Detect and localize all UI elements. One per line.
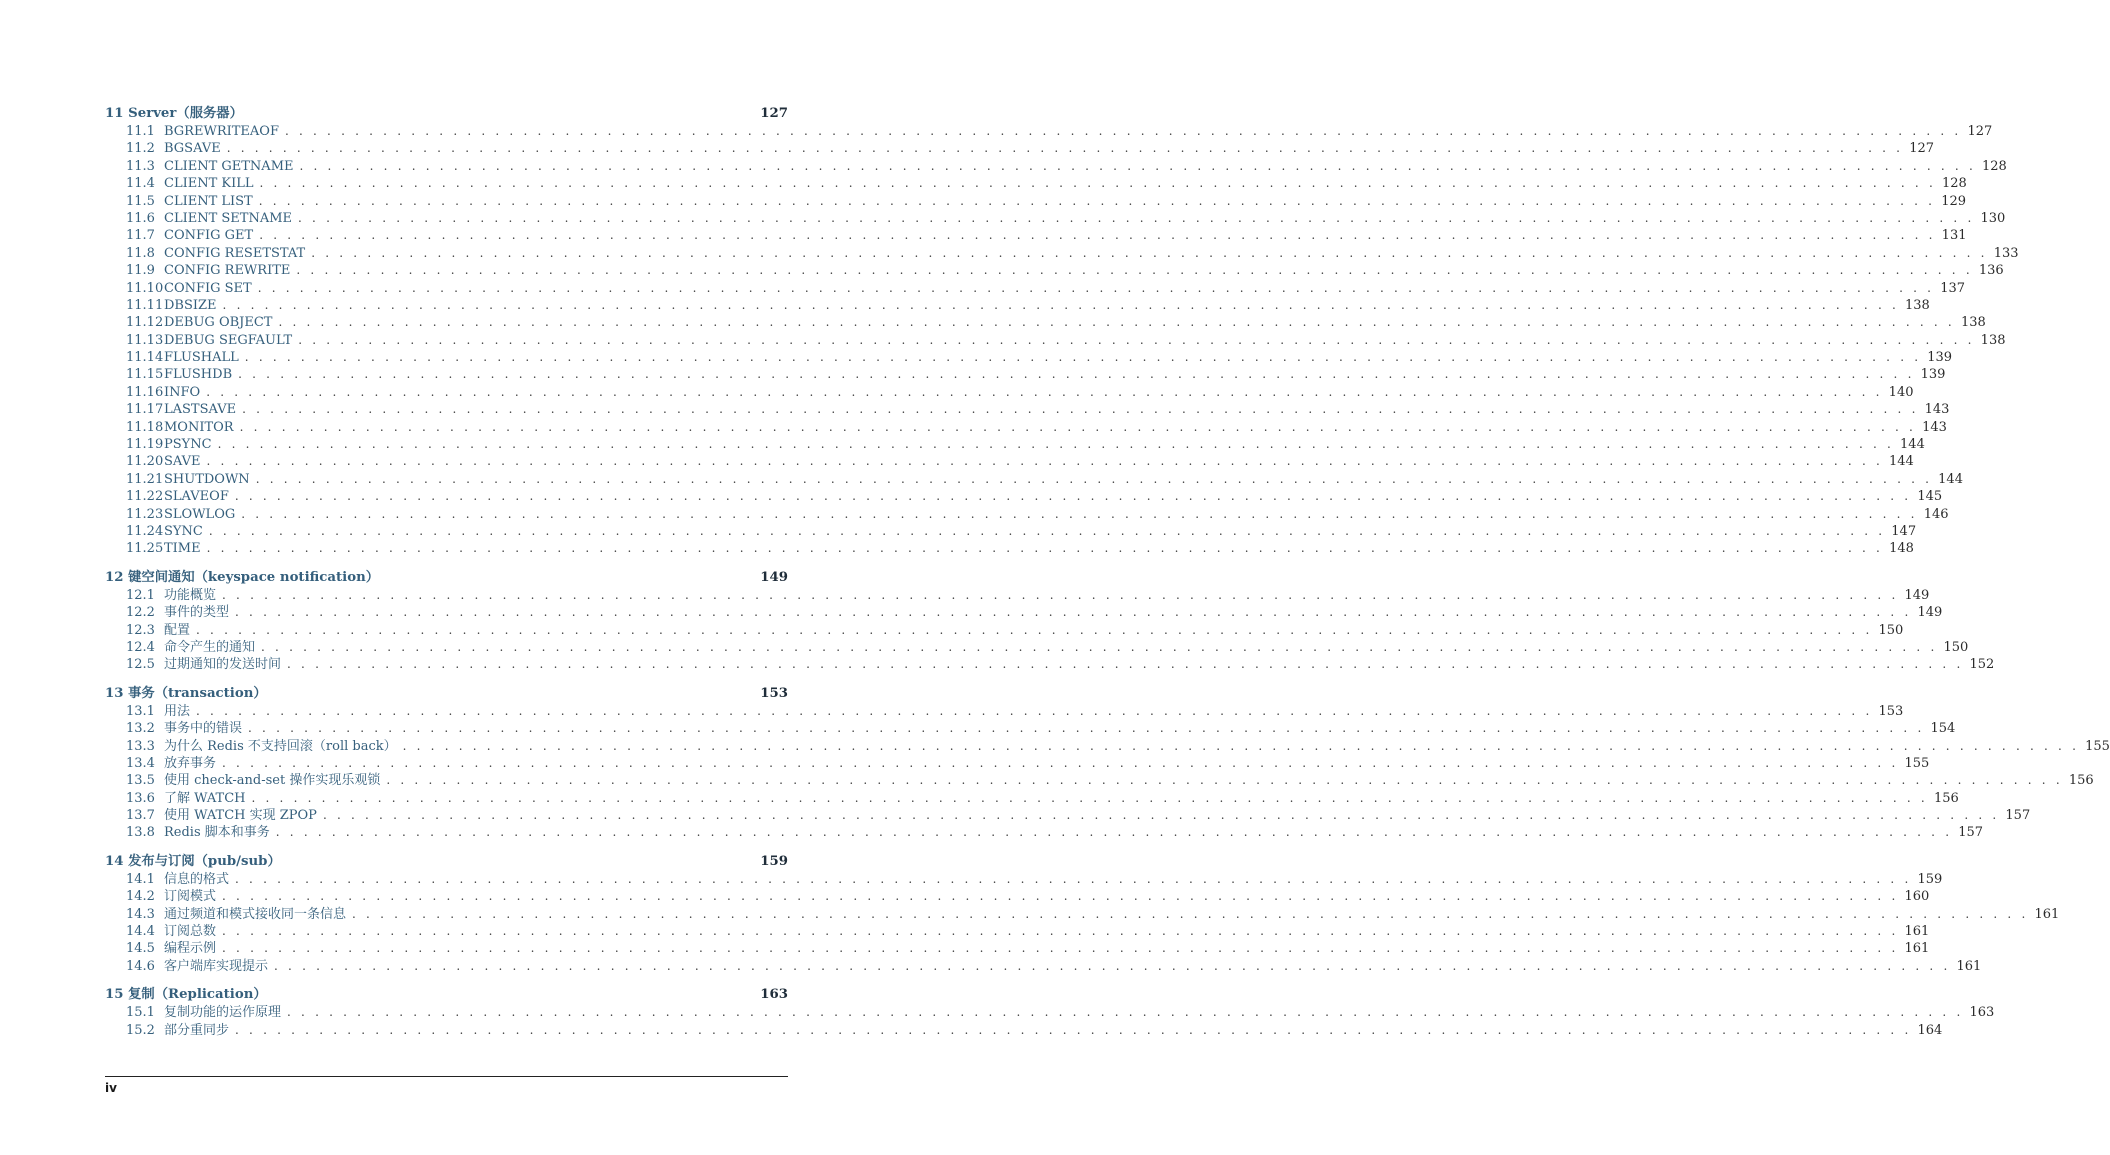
section-number: 13.5 [126,773,155,789]
section-title: CLIENT GETNAME [164,158,294,174]
dot-leader: . . . . . . . . . . . . . . . . . . . . . . . . . . . . . . . . . . . . . . . . . . . . . . . . . . . . . . . . . . . . . . . . . . . . . . . . . . . . . . . . . . . . . . . . . . . . . . . . . . . . . . . . . . . . . . . . . . . . . . . . [311,245,1988,260]
section-entry[interactable] [105,227,1967,244]
section-title: FLUSHDB [164,367,233,383]
section-number: 14.4 [126,924,155,940]
section-entry[interactable] [105,772,2094,789]
section-number: 11.6 [126,210,155,226]
section-page-number: 131 [1941,228,1967,244]
section-title: SLAVEOF [164,489,229,505]
section-title: SAVE [164,454,201,470]
section-entry[interactable] [105,262,2004,279]
section-entry[interactable] [105,193,1967,210]
section-page-number: 140 [1888,384,1914,400]
section-page-number: 150 [1878,622,1904,638]
section-title: LASTSAVE [164,402,237,418]
chapter-entry[interactable] [105,986,788,1004]
section-entry[interactable] [105,506,1949,523]
section-entry[interactable] [105,245,2019,262]
chapter-title: 14 发布与订阅（pub/sub） [105,853,281,869]
section-entry[interactable] [105,436,1925,453]
section-page-number: 127 [1967,124,1993,139]
dot-leader: . . . . . . . . . . . . . . . . . . . . . . . . . . . . . . . . . . . . . . . . . . . . . . . . . . . . . . . . . . . . . . . . . . . . . . . . . . . . . . . . . . . . . . . . . . . . . . . . . . . . . . . . . . . . . . . . . . . . . . . . [296,263,1973,278]
section-number: 11.5 [126,193,155,209]
section-number: 11.17 [126,402,164,418]
section-number: 11.18 [126,419,164,435]
section-page-number: 161 [1904,924,1930,940]
section-entry[interactable] [105,871,1943,888]
section-page-number: 150 [1943,639,1969,655]
dot-leader: . . . . . . . . . . . . . . . . . . . . . . . . . . . . . . . . . . . . . . . . . . . . . . . . . . . . . . . . . . . . . . . . . . . . . . . . . . . . . . . . . . . . . . . . . . . . . . . . . . . . . . . . . . . . . . . . . . . . . . . . [287,657,1964,672]
dot-leader: . . . . . . . . . . . . . . . . . . . . . . . . . . . . . . . . . . . . . . . . . . . . . . . . . . . . . . . . . . . . . . . . . . . . . . . . . . . . . . . . . . . . . . . . . . . . . . . . . . . . . . . . . . . . . . . . . . . . . . . . [234,489,1912,504]
chapter-page-number: 153 [760,685,788,701]
section-title: CLIENT SETNAME [164,210,293,226]
dot-leader: . . . . . . . . . . . . . . . . . . . . . . . . . . . . . . . . . . . . . . . . . . . . . . . . . . . . . . . . . . . . . . . . . . . . . . . . . . . . . . . . . . . . . . . . . . . . . . . . . . . . . . . . . . . . . . . . . . . . . . . . [322,808,2000,823]
section-title: 配置 [164,622,191,638]
toc-chapter [105,986,1995,1039]
section-number: 12.3 [126,622,155,638]
section-entry[interactable] [105,158,2007,175]
section-title: 订阅模式 [164,889,217,905]
footer-rule [105,1076,788,1077]
section-number: 11.14 [126,350,164,366]
toc-chapter [105,105,2019,558]
section-title: TIME [164,541,201,557]
section-page-number: 128 [1981,158,2007,174]
section-number: 13.6 [126,790,155,806]
section-entry[interactable] [105,940,1930,957]
chapter-title: 11 Server（服务器） [105,106,243,121]
section-title: DEBUG OBJECT [164,315,273,331]
dot-leader: . . . . . . . . . . . . . . . . . . . . . . . . . . . . . . . . . . . . . . . . . . . . . . . . . . . . . . . . . . . . . . . . . . . . . . . . . . . . . . . . . . . . . . . . . . . . . . . . . . . . . . . . . . . . . . . . . . . . . . . . [258,193,1936,208]
section-page-number: 146 [1923,506,1949,522]
section-title: 使用 WATCH 实现 ZPOP [164,808,317,824]
table-of-contents [105,105,2110,1050]
section-entry[interactable] [105,738,2110,755]
dot-leader: . . . . . . . . . . . . . . . . . . . . . . . . . . . . . . . . . . . . . . . . . . . . . . . . . . . . . . . . . . . . . . . . . . . . . . . . . . . . . . . . . . . . . . . . . . . . . . . . . . . . . . . . . . . . . . . . . . . . . . . . [222,755,1899,770]
section-number: 11.13 [126,332,164,348]
dot-leader: . . . . . . . . . . . . . . . . . . . . . . . . . . . . . . . . . . . . . . . . . . . . . . . . . . . . . . . . . . . . . . . . . . . . . . . . . . . . . . . . . . . . . . . . . . . . . . . . . . . . . . . . . . . . . . . . . . . . . . . . [299,158,1976,173]
section-title: CONFIG SET [164,280,252,296]
dot-leader: . . . . . . . . . . . . . . . . . . . . . . . . . . . . . . . . . . . . . . . . . . . . . . . . . . . . . . . . . . . . . . . . . . . . . . . . . . . . . . . . . . . . . . . . . . . . . . . . . . . . . . . . . . . . . . . . . . . . . . . . [287,1005,1964,1020]
chapter-title: 12 键空间通知（keyspace notification） [105,569,380,585]
section-entry[interactable] [105,523,1917,540]
section-title: 复制功能的运作原理 [164,1005,282,1021]
section-entry[interactable] [105,401,1950,418]
section-page-number: 157 [2005,808,2031,824]
dot-leader: . . . . . . . . . . . . . . . . . . . . . . . . . . . . . . . . . . . . . . . . . . . . . . . . . . . . . . . . . . . . . . . . . . . . . . . . . . . . . . . . . . . . . . . . . . . . . . . . . . . . . . . . . . . . . . . . . . . . . . . . [235,871,1912,886]
section-title: 为什么 Redis 不支持回滚（roll back） [164,738,397,754]
section-page-number: 143 [1922,419,1947,435]
section-entry[interactable] [105,587,1930,604]
chapter-title: 13 事务（transaction） [105,685,267,701]
toc-chapter [105,685,2110,842]
section-title: 用法 [164,703,191,719]
section-page-number: 128 [1941,176,1967,192]
section-entry[interactable] [105,419,1947,436]
section-page-number: 137 [1940,280,1966,296]
dot-leader: . . . . . . . . . . . . . . . . . . . . . . . . . . . . . . . . . . . . . . . . . . . . . . . . . . . . . . . . . . . . . . . . . . . . . . . . . . . . . . . . . . . . . . . . . . . . . . . . . . . . . . . . . . . . . . . . . . . . . . . . [222,941,1899,956]
section-title: SLOWLOG [164,506,236,522]
section-page-number: 133 [1993,245,2019,261]
section-number: 13.7 [126,808,155,824]
dot-leader: . . . . . . . . . . . . . . . . . . . . . . . . . . . . . . . . . . . . . . . . . . . . . . . . . . . . . . . . . . . . . . . . . . . . . . . . . . . . . . . . . . . . . . . . . . . . . . . . . . . . . . . . . . . . . . . . . . . . . . . . [222,297,1900,312]
section-number: 11.21 [126,471,164,487]
dot-leader: . . . . . . . . . . . . . . . . . . . . . . . . . . . . . . . . . . . . . . . . . . . . . . . . . . . . . . . . . . . . . . . . . . . . . . . . . . . . . . . . . . . . . . . . . . . . . . . . . . . . . . . . . . . . . . . . . . . . . . . . [255,471,1933,486]
dot-leader: . . . . . . . . . . . . . . . . . . . . . . . . . . . . . . . . . . . . . . . . . . . . . . . . . . . . . . . . . . . . . . . . . . . . . . . . . . . . . . . . . . . . . . . . . . . . . . . . . . . . . . . . . . . . . . . . . . . . . . . . [196,703,1873,718]
section-entry[interactable] [105,280,1966,297]
section-entry[interactable] [105,906,2060,923]
chapter-page-number: 127 [760,106,788,121]
chapter-entry[interactable] [105,853,788,871]
section-entry[interactable] [105,639,1969,656]
section-page-number: 139 [1927,350,1953,366]
section-page-number: 143 [1924,402,1950,418]
section-entry[interactable] [105,923,1930,940]
section-title: DBSIZE [164,297,217,313]
section-number: 11.15 [126,367,164,383]
dot-leader: . . . . . . . . . . . . . . . . . . . . . . . . . . . . . . . . . . . . . . . . . . . . . . . . . . . . . . . . . . . . . . . . . . . . . . . . . . . . . . . . . . . . . . . . . . . . . . . . . . . . . . . . . . . . . . . . . . . . . . . . [196,622,1873,637]
section-number: 15.2 [126,1022,155,1038]
section-number: 11.22 [126,489,164,505]
dot-leader: . . . . . . . . . . . . . . . . . . . . . . . . . . . . . . . . . . . . . . . . . . . . . . . . . . . . . . . . . . . . . . . . . . . . . . . . . . . . . . . . . . . . . . . . . . . . . . . . . . . . . . . . . . . . . . . . . . . . . . . . [242,402,1919,417]
section-number: 13.2 [126,721,155,737]
section-page-number: 152 [1969,657,1995,673]
section-page-number: 161 [1904,941,1930,957]
section-entry[interactable] [105,622,1904,639]
dot-leader: . . . . . . . . . . . . . . . . . . . . . . . . . . . . . . . . . . . . . . . . . . . . . . . . . . . . . . . . . . . . . . . . . . . . . . . . . . . . . . . . . . . . . . . . . . . . . . . . . . . . . . . . . . . . . . . . . . . . . . . . [259,176,1936,191]
dot-leader: . . . . . . . . . . . . . . . . . . . . . . . . . . . . . . . . . . . . . . . . . . . . . . . . . . . . . . . . . . . . . . . . . . . . . . . . . . . . . . . . . . . . . . . . . . . . . . . . . . . . . . . . . . . . . . . . . . . . . . . . [248,721,1925,736]
dot-leader: . . . . . . . . . . . . . . . . . . . . . . . . . . . . . . . . . . . . . . . . . . . . . . . . . . . . . . . . . . . . . . . . . . . . . . . . . . . . . . . . . . . . . . . . . . . . . . . . . . . . . . . . . . . . . . . . . . . . . . . . [274,958,1951,973]
section-entry[interactable] [105,720,1956,737]
toc-chapter [105,853,2060,975]
section-number: 11.1 [126,124,155,139]
section-number: 15.1 [126,1005,155,1021]
dot-leader: . . . . . . . . . . . . . . . . . . . . . . . . . . . . . . . . . . . . . . . . . . . . . . . . . . . . . . . . . . . . . . . . . . . . . . . . . . . . . . . . . . . . . . . . . . . . . . . . . . . . . . . . . . . . . . . . . . . . . . . . [226,141,1904,156]
section-number: 11.24 [126,523,164,539]
section-page-number: 156 [1933,790,1959,806]
section-title: 命令产生的通知 [164,639,256,655]
chapter-entry[interactable] [105,685,788,703]
section-number: 12.1 [126,587,155,603]
section-number: 14.5 [126,941,155,957]
dot-leader: . . . . . . . . . . . . . . . . . . . . . . . . . . . . . . . . . . . . . . . . . . . . . . . . . . . . . . . . . . . . . . . . . . . . . . . . . . . . . . . . . . . . . . . . . . . . . . . . . . . . . . . . . . . . . . . . . . . . . . . . [222,889,1899,904]
section-page-number: 155 [2085,738,2110,754]
section-number: 11.20 [126,454,164,470]
section-number: 11.7 [126,228,155,244]
dot-leader: . . . . . . . . . . . . . . . . . . . . . . . . . . . . . . . . . . . . . . . . . . . . . . . . . . . . . . . . . . . . . . . . . . . . . . . . . . . . . . . . . . . . . . . . . . . . . . . . . . . . . . . . . . . . . . . . . . . . . . . . [402,738,2080,753]
section-title: 放弃事务 [164,755,217,771]
section-title: CLIENT LIST [164,193,253,209]
section-entry[interactable] [105,453,1914,470]
dot-leader: . . . . . . . . . . . . . . . . . . . . . . . . . . . . . . . . . . . . . . . . . . . . . . . . . . . . . . . . . . . . . . . . . . . . . . . . . . . . . . . . . . . . . . . . . . . . . . . . . . . . . . . . . . . . . . . . . . . . . . . . [278,315,1955,330]
dot-leader: . . . . . . . . . . . . . . . . . . . . . . . . . . . . . . . . . . . . . . . . . . . . . . . . . . . . . . . . . . . . . . . . . . . . . . . . . . . . . . . . . . . . . . . . . . . . . . . . . . . . . . . . . . . . . . . . . . . . . . . . [235,1022,1912,1037]
section-page-number: 138 [1905,297,1930,313]
section-page-number: 144 [1889,454,1914,470]
section-number: 11.16 [126,384,164,400]
section-entry[interactable] [105,807,2031,824]
section-page-number: 144 [1938,471,1963,487]
dot-leader: . . . . . . . . . . . . . . . . . . . . . . . . . . . . . . . . . . . . . . . . . . . . . . . . . . . . . . . . . . . . . . . . . . . . . . . . . . . . . . . . . . . . . . . . . . . . . . . . . . . . . . . . . . . . . . . . . . . . . . . . [251,790,1928,805]
section-title: SYNC [164,523,203,539]
section-title: CLIENT KILL [164,176,254,192]
dot-leader: . . . . . . . . . . . . . . . . . . . . . . . . . . . . . . . . . . . . . . . . . . . . . . . . . . . . . . . . . . . . . . . . . . . . . . . . . . . . . . . . . . . . . . . . . . . . . . . . . . . . . . . . . . . . . . . . . . . . . . . . [222,924,1899,939]
section-entry[interactable] [105,297,1930,314]
section-entry[interactable] [105,824,1984,841]
section-page-number: 157 [1958,825,1984,841]
section-page-number: 160 [1904,889,1930,905]
dot-leader: . . . . . . . . . . . . . . . . . . . . . . . . . . . . . . . . . . . . . . . . . . . . . . . . . . . . . . . . . . . . . . . . . . . . . . . . . . . . . . . . . . . . . . . . . . . . . . . . . . . . . . . . . . . . . . . . . . . . . . . . [244,350,1922,365]
section-entry[interactable] [105,488,1943,505]
section-number: 11.4 [126,176,155,192]
section-title: 订阅总数 [164,924,217,940]
section-page-number: 159 [1917,871,1943,887]
dot-leader: . . . . . . . . . . . . . . . . . . . . . . . . . . . . . . . . . . . . . . . . . . . . . . . . . . . . . . . . . . . . . . . . . . . . . . . . . . . . . . . . . . . . . . . . . . . . . . . . . . . . . . . . . . . . . . . . . . . . . . . . [239,419,1917,434]
section-title: CONFIG GET [164,228,254,244]
section-number: 13.4 [126,755,155,771]
section-title: 事务中的错误 [164,721,243,737]
section-number: 14.3 [126,906,155,922]
section-title: BGREWRITEAOF [164,124,279,139]
section-number: 11.10 [126,280,164,296]
section-number: 13.8 [126,825,155,841]
section-title: 编程示例 [164,941,217,957]
section-title: 使用 check-and-set 操作实现乐观锁 [164,773,381,789]
dot-leader: . . . . . . . . . . . . . . . . . . . . . . . . . . . . . . . . . . . . . . . . . . . . . . . . . . . . . . . . . . . . . . . . . . . . . . . . . . . . . . . . . . . . . . . . . . . . . . . . . . . . . . . . . . . . . . . . . . . . . . . . [298,210,1975,225]
dot-leader: . . . . . . . . . . . . . . . . . . . . . . . . . . . . . . . . . . . . . . . . . . . . . . . . . . . . . . . . . . . . . . . . . . . . . . . . . . . . . . . . . . . . . . . . . . . . . . . . . . . . . . . . . . . . . . . . . . . . . . . . [284,124,1962,138]
section-title: 部分重同步 [164,1022,230,1038]
section-title: PSYNC [164,437,212,453]
section-page-number: 138 [1980,332,2006,348]
section-page-number: 144 [1900,437,1925,453]
dot-leader: . . . . . . . . . . . . . . . . . . . . . . . . . . . . . . . . . . . . . . . . . . . . . . . . . . . . . . . . . . . . . . . . . . . . . . . . . . . . . . . . . . . . . . . . . . . . . . . . . . . . . . . . . . . . . . . . . . . . . . . . [222,587,1899,602]
section-number: 11.9 [126,263,155,279]
dot-leader: . . . . . . . . . . . . . . . . . . . . . . . . . . . . . . . . . . . . . . . . . . . . . . . . . . . . . . . . . . . . . . . . . . . . . . . . . . . . . . . . . . . . . . . . . . . . . . . . . . . . . . . . . . . . . . . . . . . . . . . . [235,605,1912,620]
section-page-number: 164 [1917,1022,1943,1038]
section-page-number: 130 [1980,210,2006,226]
section-page-number: 136 [1978,263,2004,279]
section-entry[interactable] [105,1022,1943,1039]
section-number: 14.2 [126,889,155,905]
section-page-number: 129 [1941,193,1967,209]
dot-leader: . . . . . . . . . . . . . . . . . . . . . . . . . . . . . . . . . . . . . . . . . . . . . . . . . . . . . . . . . . . . . . . . . . . . . . . . . . . . . . . . . . . . . . . . . . . . . . . . . . . . . . . . . . . . . . . . . . . . . . . . [257,280,1935,295]
section-title: INFO [164,384,201,400]
section-title: 信息的格式 [164,871,230,887]
section-entry[interactable] [105,175,1967,192]
section-title: 过期通知的发送时间 [164,657,282,673]
section-title: 了解 WATCH [164,790,246,806]
chapter-page-number: 159 [760,853,788,869]
section-page-number: 139 [1920,367,1946,383]
section-entry[interactable] [105,1004,1995,1021]
chapter-page-number: 163 [760,987,788,1003]
dot-leader: . . . . . . . . . . . . . . . . . . . . . . . . . . . . . . . . . . . . . . . . . . . . . . . . . . . . . . . . . . . . . . . . . . . . . . . . . . . . . . . . . . . . . . . . . . . . . . . . . . . . . . . . . . . . . . . . . . . . . . . . [298,332,1975,347]
section-page-number: 127 [1909,141,1935,157]
section-page-number: 161 [1956,958,1982,974]
section-entry[interactable] [105,366,1946,383]
section-entry[interactable] [105,540,1914,557]
section-entry[interactable] [105,384,1914,401]
section-entry[interactable] [105,140,1935,157]
section-title: DEBUG SEGFAULT [164,332,293,348]
section-page-number: 161 [2034,906,2060,922]
section-page-number: 145 [1917,489,1943,505]
section-title: 功能概览 [164,587,217,603]
section-number: 11.23 [126,506,164,522]
section-title: SHUTDOWN [164,471,250,487]
section-number: 13.3 [126,738,155,754]
dot-leader: . . . . . . . . . . . . . . . . . . . . . . . . . . . . . . . . . . . . . . . . . . . . . . . . . . . . . . . . . . . . . . . . . . . . . . . . . . . . . . . . . . . . . . . . . . . . . . . . . . . . . . . . . . . . . . . . . . . . . . . . [206,454,1883,469]
section-page-number: 163 [1969,1005,1995,1021]
section-title: BGSAVE [164,141,221,157]
section-page-number: 148 [1889,541,1914,557]
section-number: 11.3 [126,158,155,174]
chapter-entry[interactable] [105,105,788,123]
section-entry[interactable] [105,349,1953,366]
section-entry[interactable] [105,314,1986,331]
section-entry[interactable] [105,656,1995,673]
dot-leader: . . . . . . . . . . . . . . . . . . . . . . . . . . . . . . . . . . . . . . . . . . . . . . . . . . . . . . . . . . . . . . . . . . . . . . . . . . . . . . . . . . . . . . . . . . . . . . . . . . . . . . . . . . . . . . . . . . . . . . . . [261,639,1938,654]
section-title: FLUSHALL [164,350,239,366]
chapter-page-number: 149 [760,569,788,585]
section-page-number: 138 [1960,315,1986,331]
section-title: 事件的类型 [164,605,230,621]
footer-page-number: iv [105,1081,117,1095]
section-number: 11.8 [126,245,155,261]
dot-leader: . . . . . . . . . . . . . . . . . . . . . . . . . . . . . . . . . . . . . . . . . . . . . . . . . . . . . . . . . . . . . . . . . . . . . . . . . . . . . . . . . . . . . . . . . . . . . . . . . . . . . . . . . . . . . . . . . . . . . . . . [386,773,2063,788]
dot-leader: . . . . . . . . . . . . . . . . . . . . . . . . . . . . . . . . . . . . . . . . . . . . . . . . . . . . . . . . . . . . . . . . . . . . . . . . . . . . . . . . . . . . . . . . . . . . . . . . . . . . . . . . . . . . . . . . . . . . . . . . [259,228,1936,243]
section-entry[interactable] [105,123,1993,140]
toc-chapter [105,569,1995,674]
section-entry[interactable] [105,210,2006,227]
section-title: 通过频道和模式接收同一条信息 [164,906,347,922]
section-number: 12.5 [126,657,155,673]
section-page-number: 155 [1904,755,1930,771]
section-page-number: 149 [1917,605,1943,621]
section-page-number: 156 [2068,773,2094,789]
dot-leader: . . . . . . . . . . . . . . . . . . . . . . . . . . . . . . . . . . . . . . . . . . . . . . . . . . . . . . . . . . . . . . . . . . . . . . . . . . . . . . . . . . . . . . . . . . . . . . . . . . . . . . . . . . . . . . . . . . . . . . . . [217,437,1895,452]
section-number: 11.11 [126,297,164,313]
section-page-number: 153 [1878,703,1904,719]
section-title: CONFIG REWRITE [164,263,291,279]
section-number: 11.25 [126,541,164,557]
dot-leader: . . . . . . . . . . . . . . . . . . . . . . . . . . . . . . . . . . . . . . . . . . . . . . . . . . . . . . . . . . . . . . . . . . . . . . . . . . . . . . . . . . . . . . . . . . . . . . . . . . . . . . . . . . . . . . . . . . . . . . . . [238,367,1915,382]
section-entry[interactable] [105,958,1982,975]
section-number: 11.19 [126,437,164,453]
section-page-number: 147 [1891,523,1917,539]
chapter-title: 15 复制（Replication） [105,987,267,1003]
section-number: 14.1 [126,871,155,887]
section-entry[interactable] [105,888,1930,905]
chapter-entry[interactable] [105,569,788,587]
section-page-number: 149 [1904,587,1930,603]
dot-leader: . . . . . . . . . . . . . . . . . . . . . . . . . . . . . . . . . . . . . . . . . . . . . . . . . . . . . . . . . . . . . . . . . . . . . . . . . . . . . . . . . . . . . . . . . . . . . . . . . . . . . . . . . . . . . . . . . . . . . . . . [208,523,1886,538]
section-number: 11.12 [126,315,164,331]
section-number: 12.4 [126,639,155,655]
dot-leader: . . . . . . . . . . . . . . . . . . . . . . . . . . . . . . . . . . . . . . . . . . . . . . . . . . . . . . . . . . . . . . . . . . . . . . . . . . . . . . . . . . . . . . . . . . . . . . . . . . . . . . . . . . . . . . . . . . . . . . . . [206,541,1884,556]
dot-leader: . . . . . . . . . . . . . . . . . . . . . . . . . . . . . . . . . . . . . . . . . . . . . . . . . . . . . . . . . . . . . . . . . . . . . . . . . . . . . . . . . . . . . . . . . . . . . . . . . . . . . . . . . . . . . . . . . . . . . . . . [241,506,1918,521]
section-entry[interactable] [105,703,1904,720]
section-title: MONITOR [164,419,234,435]
section-title: 客户端库实现提示 [164,958,269,974]
section-entry[interactable] [105,332,2006,349]
section-entry[interactable] [105,790,1959,807]
section-page-number: 154 [1930,721,1956,737]
section-title: Redis 脚本和事务 [164,825,270,841]
dot-leader: . . . . . . . . . . . . . . . . . . . . . . . . . . . . . . . . . . . . . . . . . . . . . . . . . . . . . . . . . . . . . . . . . . . . . . . . . . . . . . . . . . . . . . . . . . . . . . . . . . . . . . . . . . . . . . . . . . . . . . . . [206,384,1883,399]
section-entry[interactable] [105,471,1963,488]
section-number: 13.1 [126,703,155,719]
section-entry[interactable] [105,604,1943,621]
section-title: CONFIG RESETSTAT [164,245,306,261]
section-number: 14.6 [126,958,155,974]
dot-leader: . . . . . . . . . . . . . . . . . . . . . . . . . . . . . . . . . . . . . . . . . . . . . . . . . . . . . . . . . . . . . . . . . . . . . . . . . . . . . . . . . . . . . . . . . . . . . . . . . . . . . . . . . . . . . . . . . . . . . . . . [352,906,2029,921]
section-entry[interactable] [105,755,1930,772]
section-number: 11.2 [126,141,155,157]
section-number: 12.2 [126,605,155,621]
dot-leader: . . . . . . . . . . . . . . . . . . . . . . . . . . . . . . . . . . . . . . . . . . . . . . . . . . . . . . . . . . . . . . . . . . . . . . . . . . . . . . . . . . . . . . . . . . . . . . . . . . . . . . . . . . . . . . . . . . . . . . . . [275,825,1953,840]
